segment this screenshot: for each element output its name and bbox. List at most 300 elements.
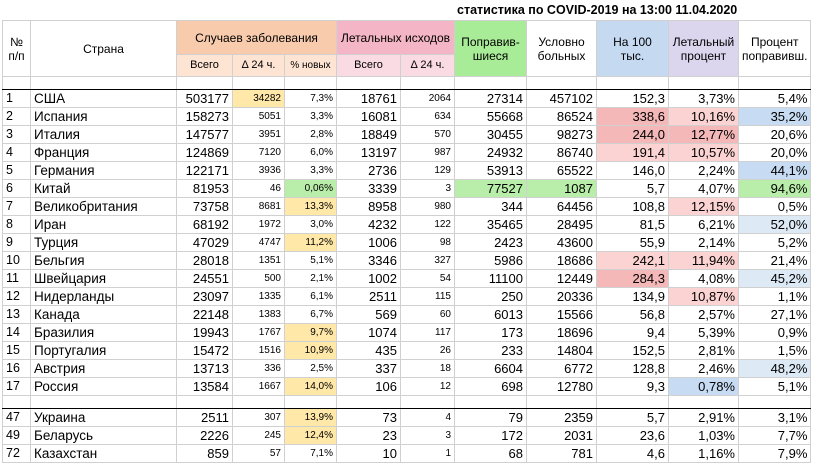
table-row bbox=[3, 180, 811, 198]
per-100k: 152,5 bbox=[597, 342, 669, 360]
country-name: Турция bbox=[31, 234, 177, 252]
table-row bbox=[3, 409, 811, 427]
recovered: 5986 bbox=[455, 252, 527, 270]
cases-total: 2226 bbox=[177, 427, 233, 445]
active-cases: 20336 bbox=[527, 288, 597, 306]
country-name: США bbox=[31, 90, 177, 108]
per-100k: 9,4 bbox=[597, 324, 669, 342]
recovered: 6604 bbox=[455, 360, 527, 378]
active-cases: 86524 bbox=[527, 108, 597, 126]
header-cases-total: Всего bbox=[177, 55, 233, 77]
cases-pct-new: 7,3% bbox=[285, 90, 337, 108]
deaths-total: 73 bbox=[337, 409, 401, 427]
cases-delta: 1667 bbox=[233, 378, 285, 396]
deaths-total: 4232 bbox=[337, 216, 401, 234]
deaths-delta: 634 bbox=[401, 108, 455, 126]
cases-delta: 5051 bbox=[233, 108, 285, 126]
recovery-pct: 44,1% bbox=[739, 162, 811, 180]
deaths-delta: 117 bbox=[401, 324, 455, 342]
recovery-pct: 27,1% bbox=[739, 306, 811, 324]
country-name: Нидерланды bbox=[31, 288, 177, 306]
mortality-pct: 2,46% bbox=[669, 360, 739, 378]
table-row bbox=[3, 427, 811, 445]
per-100k: 284,3 bbox=[597, 270, 669, 288]
recovery-pct: 0,5% bbox=[739, 198, 811, 216]
cases-pct-new: 7,1% bbox=[285, 445, 337, 463]
row-number: 72 bbox=[3, 445, 31, 463]
deaths-delta: 327 bbox=[401, 252, 455, 270]
cases-pct-new: 12,4% bbox=[285, 427, 337, 445]
separator-cell bbox=[337, 396, 401, 409]
table-row bbox=[3, 234, 811, 252]
header-deaths-total: Всего bbox=[337, 55, 401, 77]
recovery-pct: 21,4% bbox=[739, 252, 811, 270]
separator-cell bbox=[3, 396, 31, 409]
cases-delta: 8681 bbox=[233, 198, 285, 216]
row-number: 6 bbox=[3, 180, 31, 198]
table-row bbox=[3, 306, 811, 324]
active-cases: 65522 bbox=[527, 162, 597, 180]
cases-delta: 1383 bbox=[233, 306, 285, 324]
country-name: Швейцария bbox=[31, 270, 177, 288]
separator-cell bbox=[233, 396, 285, 409]
mortality-pct: 5,39% bbox=[669, 324, 739, 342]
row-number: 17 bbox=[3, 378, 31, 396]
cases-pct-new: 11,2% bbox=[285, 234, 337, 252]
deaths-delta: 4 bbox=[401, 409, 455, 427]
recovered: 35465 bbox=[455, 216, 527, 234]
cases-total: 68192 bbox=[177, 216, 233, 234]
deaths-total: 13197 bbox=[337, 144, 401, 162]
deaths-total: 18849 bbox=[337, 126, 401, 144]
header-per100k: На 100 тыс. bbox=[597, 21, 669, 77]
recovered: 11100 bbox=[455, 270, 527, 288]
recovered: 55668 bbox=[455, 108, 527, 126]
country-name: Китай bbox=[31, 180, 177, 198]
per-100k: 23,6 bbox=[597, 427, 669, 445]
cases-delta: 1516 bbox=[233, 342, 285, 360]
separator-cell bbox=[527, 77, 597, 90]
per-100k: 5,7 bbox=[597, 409, 669, 427]
active-cases: 98273 bbox=[527, 126, 597, 144]
table-row bbox=[3, 342, 811, 360]
deaths-total: 23 bbox=[337, 427, 401, 445]
recovery-pct: 5,4% bbox=[739, 90, 811, 108]
country-name: Украина bbox=[31, 409, 177, 427]
cases-total: 15472 bbox=[177, 342, 233, 360]
deaths-total: 18761 bbox=[337, 90, 401, 108]
recovery-pct: 5,2% bbox=[739, 234, 811, 252]
country-name: Португалия bbox=[31, 342, 177, 360]
recovery-pct: 20,0% bbox=[739, 144, 811, 162]
row-number: 7 bbox=[3, 198, 31, 216]
cases-pct-new: 6,1% bbox=[285, 288, 337, 306]
table-row bbox=[3, 108, 811, 126]
recovery-pct: 7,9% bbox=[739, 445, 811, 463]
mortality-pct: 1,03% bbox=[669, 427, 739, 445]
country-name: Казахстан bbox=[31, 445, 177, 463]
mortality-pct: 4,07% bbox=[669, 180, 739, 198]
recovered: 79 bbox=[455, 409, 527, 427]
cases-total: 503177 bbox=[177, 90, 233, 108]
header-cases-pct-new: % новых bbox=[285, 55, 337, 77]
cases-delta: 1335 bbox=[233, 288, 285, 306]
recovery-pct: 7,7% bbox=[739, 427, 811, 445]
mortality-pct: 6,21% bbox=[669, 216, 739, 234]
mortality-pct: 10,87% bbox=[669, 288, 739, 306]
row-number: 49 bbox=[3, 427, 31, 445]
recovered: 27314 bbox=[455, 90, 527, 108]
separator-cell bbox=[669, 396, 739, 409]
table-row bbox=[3, 252, 811, 270]
deaths-delta: 3 bbox=[401, 180, 455, 198]
row-number: 47 bbox=[3, 409, 31, 427]
row-number: 14 bbox=[3, 324, 31, 342]
table-row bbox=[3, 324, 811, 342]
header-num: № п/п bbox=[3, 21, 31, 77]
cases-total: 124869 bbox=[177, 144, 233, 162]
country-name: Испания bbox=[31, 108, 177, 126]
separator-cell bbox=[177, 77, 233, 90]
cases-pct-new: 3,0% bbox=[285, 216, 337, 234]
deaths-delta: 54 bbox=[401, 270, 455, 288]
cases-total: 122171 bbox=[177, 162, 233, 180]
cases-total: 24551 bbox=[177, 270, 233, 288]
cases-pct-new: 13,9% bbox=[285, 409, 337, 427]
cases-delta: 57 bbox=[233, 445, 285, 463]
recovery-pct: 5,1% bbox=[739, 378, 811, 396]
deaths-delta: 987 bbox=[401, 144, 455, 162]
table-row bbox=[3, 162, 811, 180]
cases-delta: 500 bbox=[233, 270, 285, 288]
deaths-delta: 570 bbox=[401, 126, 455, 144]
row-number: 1 bbox=[3, 90, 31, 108]
active-cases: 12449 bbox=[527, 270, 597, 288]
row-number: 15 bbox=[3, 342, 31, 360]
table-row bbox=[3, 288, 811, 306]
recovery-pct: 48,2% bbox=[739, 360, 811, 378]
separator-cell bbox=[669, 77, 739, 90]
per-100k: 108,8 bbox=[597, 198, 669, 216]
active-cases: 2031 bbox=[527, 427, 597, 445]
mortality-pct: 10,57% bbox=[669, 144, 739, 162]
active-cases: 18696 bbox=[527, 324, 597, 342]
deaths-total: 2511 bbox=[337, 288, 401, 306]
recovered: 698 bbox=[455, 378, 527, 396]
per-100k: 152,3 bbox=[597, 90, 669, 108]
active-cases: 14804 bbox=[527, 342, 597, 360]
row-number: 5 bbox=[3, 162, 31, 180]
header-mortality: Летальный процент bbox=[669, 21, 739, 77]
separator-cell bbox=[31, 77, 177, 90]
cases-pct-new: 2,1% bbox=[285, 270, 337, 288]
cases-total: 158273 bbox=[177, 108, 233, 126]
mortality-pct: 10,16% bbox=[669, 108, 739, 126]
recovered: 344 bbox=[455, 198, 527, 216]
cases-delta: 1767 bbox=[233, 324, 285, 342]
cases-total: 13584 bbox=[177, 378, 233, 396]
active-cases: 64456 bbox=[527, 198, 597, 216]
cases-delta: 1972 bbox=[233, 216, 285, 234]
mortality-pct: 11,94% bbox=[669, 252, 739, 270]
cases-delta: 1351 bbox=[233, 252, 285, 270]
recovered: 6013 bbox=[455, 306, 527, 324]
cases-total: 22148 bbox=[177, 306, 233, 324]
mortality-pct: 2,24% bbox=[669, 162, 739, 180]
separator-cell bbox=[31, 396, 177, 409]
mortality-pct: 1,16% bbox=[669, 445, 739, 463]
mortality-pct: 2,81% bbox=[669, 342, 739, 360]
active-cases: 15566 bbox=[527, 306, 597, 324]
mortality-pct: 12,77% bbox=[669, 126, 739, 144]
table-row bbox=[3, 126, 811, 144]
cases-delta: 7120 bbox=[233, 144, 285, 162]
cases-delta: 4747 bbox=[233, 234, 285, 252]
recovery-pct: 94,6% bbox=[739, 180, 811, 198]
mortality-pct: 2,14% bbox=[669, 234, 739, 252]
deaths-total: 3346 bbox=[337, 252, 401, 270]
country-name: Бразилия bbox=[31, 324, 177, 342]
cases-delta: 46 bbox=[233, 180, 285, 198]
recovered: 53913 bbox=[455, 162, 527, 180]
deaths-total: 569 bbox=[337, 306, 401, 324]
deaths-total: 16081 bbox=[337, 108, 401, 126]
per-100k: 338,6 bbox=[597, 108, 669, 126]
active-cases: 86740 bbox=[527, 144, 597, 162]
deaths-delta: 129 bbox=[401, 162, 455, 180]
per-100k: 242,1 bbox=[597, 252, 669, 270]
active-cases: 2359 bbox=[527, 409, 597, 427]
table-row bbox=[3, 360, 811, 378]
country-name: Германия bbox=[31, 162, 177, 180]
country-name: Великобритания bbox=[31, 198, 177, 216]
recovered: 173 bbox=[455, 324, 527, 342]
per-100k: 5,7 bbox=[597, 180, 669, 198]
mortality-pct: 0,78% bbox=[669, 378, 739, 396]
separator-cell bbox=[285, 396, 337, 409]
cases-total: 147577 bbox=[177, 126, 233, 144]
cases-pct-new: 5,1% bbox=[285, 252, 337, 270]
active-cases: 18686 bbox=[527, 252, 597, 270]
table-row bbox=[3, 378, 811, 396]
cases-delta: 3936 bbox=[233, 162, 285, 180]
country-name: Беларусь bbox=[31, 427, 177, 445]
cases-delta: 34282 bbox=[233, 90, 285, 108]
country-name: Франция bbox=[31, 144, 177, 162]
deaths-total: 1006 bbox=[337, 234, 401, 252]
deaths-delta: 1 bbox=[401, 445, 455, 463]
recovery-pct: 3,1% bbox=[739, 409, 811, 427]
table-row bbox=[3, 270, 811, 288]
mortality-pct: 2,57% bbox=[669, 306, 739, 324]
mortality-pct: 4,08% bbox=[669, 270, 739, 288]
separator-cell bbox=[401, 396, 455, 409]
separator-cell bbox=[285, 77, 337, 90]
deaths-delta: 26 bbox=[401, 342, 455, 360]
cases-total: 47029 bbox=[177, 234, 233, 252]
per-100k: 244,0 bbox=[597, 126, 669, 144]
deaths-total: 1002 bbox=[337, 270, 401, 288]
recovered: 68 bbox=[455, 445, 527, 463]
country-name: Австрия bbox=[31, 360, 177, 378]
per-100k: 134,9 bbox=[597, 288, 669, 306]
cases-pct-new: 9,7% bbox=[285, 324, 337, 342]
mortality-pct: 3,73% bbox=[669, 90, 739, 108]
per-100k: 81,5 bbox=[597, 216, 669, 234]
cases-pct-new: 3,3% bbox=[285, 162, 337, 180]
per-100k: 55,9 bbox=[597, 234, 669, 252]
recovered: 172 bbox=[455, 427, 527, 445]
separator-row bbox=[3, 396, 811, 409]
separator-cell bbox=[597, 396, 669, 409]
row-number: 9 bbox=[3, 234, 31, 252]
cases-pct-new: 13,3% bbox=[285, 198, 337, 216]
active-cases: 28495 bbox=[527, 216, 597, 234]
cases-pct-new: 6,7% bbox=[285, 306, 337, 324]
cases-delta: 3951 bbox=[233, 126, 285, 144]
separator-cell bbox=[3, 77, 31, 90]
header-cases: Случаев заболевания bbox=[177, 21, 337, 55]
recovered: 2423 bbox=[455, 234, 527, 252]
recovered: 30455 bbox=[455, 126, 527, 144]
separator-cell bbox=[455, 396, 527, 409]
deaths-delta: 98 bbox=[401, 234, 455, 252]
cases-total: 28018 bbox=[177, 252, 233, 270]
recovery-pct: 1,5% bbox=[739, 342, 811, 360]
recovered: 233 bbox=[455, 342, 527, 360]
table-row bbox=[3, 216, 811, 234]
cases-total: 13713 bbox=[177, 360, 233, 378]
cases-total: 2511 bbox=[177, 409, 233, 427]
cases-pct-new: 2,5% bbox=[285, 360, 337, 378]
country-name: Бельгия bbox=[31, 252, 177, 270]
country-name: Италия bbox=[31, 126, 177, 144]
cases-total: 859 bbox=[177, 445, 233, 463]
recovery-pct: 20,6% bbox=[739, 126, 811, 144]
table-row bbox=[3, 144, 811, 162]
header-deaths: Летальных исходов bbox=[337, 21, 455, 55]
country-name: Канада bbox=[31, 306, 177, 324]
separator-cell bbox=[455, 77, 527, 90]
recovery-pct: 0,9% bbox=[739, 324, 811, 342]
covid-stats-table bbox=[2, 20, 811, 463]
recovered: 24932 bbox=[455, 144, 527, 162]
cases-total: 23097 bbox=[177, 288, 233, 306]
separator-cell bbox=[739, 396, 811, 409]
cases-total: 19943 bbox=[177, 324, 233, 342]
cases-pct-new: 0,06% bbox=[285, 180, 337, 198]
active-cases: 6772 bbox=[527, 360, 597, 378]
table-row bbox=[3, 445, 811, 463]
deaths-delta: 980 bbox=[401, 198, 455, 216]
separator-cell bbox=[527, 396, 597, 409]
country-name: Иран bbox=[31, 216, 177, 234]
cases-pct-new: 6,0% bbox=[285, 144, 337, 162]
active-cases: 781 bbox=[527, 445, 597, 463]
mortality-pct: 12,15% bbox=[669, 198, 739, 216]
row-number: 10 bbox=[3, 252, 31, 270]
deaths-delta: 115 bbox=[401, 288, 455, 306]
header-recovery-pct: Процент поправивш. bbox=[739, 21, 811, 77]
deaths-total: 10 bbox=[337, 445, 401, 463]
header-deaths-delta: Δ 24 ч. bbox=[401, 55, 455, 77]
cases-delta: 307 bbox=[233, 409, 285, 427]
cases-pct-new: 10,9% bbox=[285, 342, 337, 360]
deaths-total: 8958 bbox=[337, 198, 401, 216]
separator-cell bbox=[597, 77, 669, 90]
mortality-pct: 2,91% bbox=[669, 409, 739, 427]
separator-cell bbox=[739, 77, 811, 90]
table-row bbox=[3, 90, 811, 108]
active-cases: 1087 bbox=[527, 180, 597, 198]
active-cases: 457102 bbox=[527, 90, 597, 108]
per-100k: 56,8 bbox=[597, 306, 669, 324]
deaths-delta: 60 bbox=[401, 306, 455, 324]
cases-total: 73758 bbox=[177, 198, 233, 216]
row-number: 11 bbox=[3, 270, 31, 288]
per-100k: 9,3 bbox=[597, 378, 669, 396]
cases-delta: 336 bbox=[233, 360, 285, 378]
recovered: 77527 bbox=[455, 180, 527, 198]
active-cases: 12780 bbox=[527, 378, 597, 396]
deaths-delta: 3 bbox=[401, 427, 455, 445]
active-cases: 43600 bbox=[527, 234, 597, 252]
deaths-total: 106 bbox=[337, 378, 401, 396]
row-number: 13 bbox=[3, 306, 31, 324]
row-number: 3 bbox=[3, 126, 31, 144]
separator-cell bbox=[177, 396, 233, 409]
recovered: 250 bbox=[455, 288, 527, 306]
header-cases-delta: Δ 24 ч. bbox=[233, 55, 285, 77]
deaths-total: 1074 bbox=[337, 324, 401, 342]
deaths-delta: 2064 bbox=[401, 90, 455, 108]
row-number: 2 bbox=[3, 108, 31, 126]
header-active: Условно больных bbox=[527, 21, 597, 77]
row-number: 8 bbox=[3, 216, 31, 234]
header-country: Страна bbox=[31, 21, 177, 77]
country-name: Россия bbox=[31, 378, 177, 396]
row-number: 4 bbox=[3, 144, 31, 162]
deaths-delta: 12 bbox=[401, 378, 455, 396]
separator-row bbox=[3, 77, 811, 90]
cases-pct-new: 3,3% bbox=[285, 108, 337, 126]
deaths-delta: 18 bbox=[401, 360, 455, 378]
table-row bbox=[3, 198, 811, 216]
separator-cell bbox=[337, 77, 401, 90]
cases-pct-new: 14,0% bbox=[285, 378, 337, 396]
cases-total: 81953 bbox=[177, 180, 233, 198]
deaths-total: 3339 bbox=[337, 180, 401, 198]
deaths-total: 435 bbox=[337, 342, 401, 360]
recovery-pct: 45,2% bbox=[739, 270, 811, 288]
header-recovered: Поправив-шиеся bbox=[455, 21, 527, 77]
cases-pct-new: 2,8% bbox=[285, 126, 337, 144]
recovery-pct: 52,0% bbox=[739, 216, 811, 234]
per-100k: 4,6 bbox=[597, 445, 669, 463]
deaths-delta: 122 bbox=[401, 216, 455, 234]
per-100k: 146,0 bbox=[597, 162, 669, 180]
deaths-total: 337 bbox=[337, 360, 401, 378]
separator-cell bbox=[233, 77, 285, 90]
separator-cell bbox=[401, 77, 455, 90]
page-title: статистика по COVID-2019 на 13:00 11.04.2020 bbox=[457, 3, 738, 17]
row-number: 16 bbox=[3, 360, 31, 378]
cases-delta: 245 bbox=[233, 427, 285, 445]
deaths-total: 2736 bbox=[337, 162, 401, 180]
per-100k: 128,8 bbox=[597, 360, 669, 378]
per-100k: 191,4 bbox=[597, 144, 669, 162]
recovery-pct: 35,2% bbox=[739, 108, 811, 126]
